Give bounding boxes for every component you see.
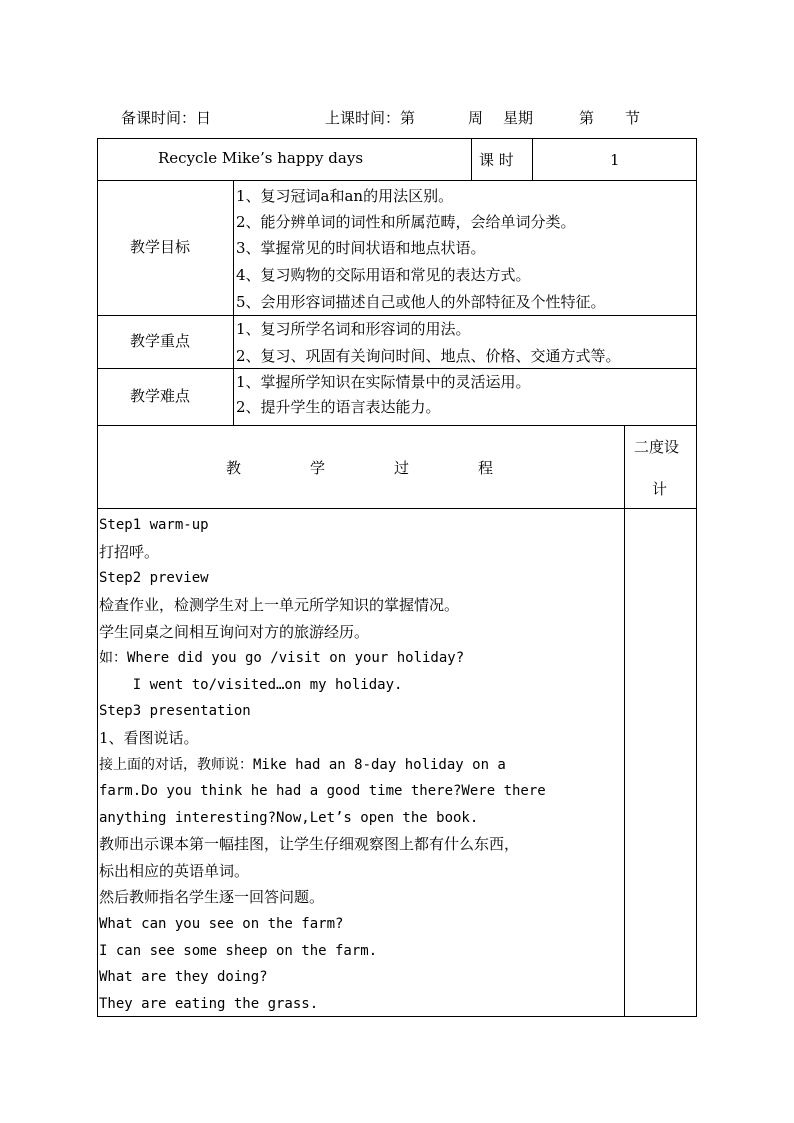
prep-time-label: 备课时间：日 [121,109,212,127]
process-line: 学生同桌之间相互询问对方的旅游经历。 [99,623,370,641]
redesign-heading-line2: 计 [652,480,668,498]
process-line: I went to/visited…on my holiday. [99,677,403,693]
process-line: I can see some sheep on the farm. [99,943,378,959]
process-line: farm.Do you think he had a good time there?Were there [99,783,546,799]
list-item: 2、复习、巩固有关询问时间、地点、价格、交通方式等。 [236,347,621,365]
table-border-right [696,138,697,1016]
process-line: What are they doing? [99,969,268,985]
class-time-label: 上课时间：第 [325,109,416,127]
row-divider [97,180,697,181]
lesson-title: Recycle Mike’s happy days [158,149,364,167]
table-border-top [97,138,697,139]
list-item: 1、复习冠词a和an的用法区别。 [236,187,454,205]
col-divider [471,138,472,180]
process-heading-char: 程 [478,459,494,477]
process-line: 标出相应的英语单词。 [99,862,250,880]
key-points-label: 教学重点 [130,332,191,350]
list-item: 1、掌握所学知识在实际情景中的灵活运用。 [236,373,531,391]
process-line: They are eating the grass. [99,996,319,1012]
week-label: 周 [468,109,484,127]
list-item: 2、能分辨单词的词性和所属范畴，会给单词分类。 [236,213,576,231]
objectives-label: 教学目标 [130,238,191,256]
list-item: 5、会用形容词描述自己或他人的外部特征及个性特征。 [236,293,606,311]
process-line: 如：Where did you go /visit on your holiday? [99,650,465,666]
process-line: Step1 warm-up [99,517,209,533]
process-line: anything interesting?Now,Let’s open the book. [99,810,479,826]
list-item: 1、复习所学名词和形容词的用法。 [236,320,471,338]
process-line: 检查作业，检测学生对上一单元所学知识的掌握情况。 [99,596,460,614]
process-line: 接上面的对话，教师说：Mike had an 8-day holiday on a [99,757,506,773]
process-heading-char: 教 [226,459,242,477]
row-divider [97,368,697,369]
period-value: 1 [610,151,620,169]
section-label: 节 [625,109,641,127]
table-border-bottom [97,1016,697,1017]
process-line: 然后教师指名学生逐一回答问题。 [99,888,325,906]
list-item: 4、复习购物的交际用语和常见的表达方式。 [236,266,531,284]
lesson-header [0,107,794,127]
col-divider [233,180,234,425]
table-border-left [97,138,98,1016]
list-item: 3、掌握常见的时间状语和地点状语。 [236,239,486,257]
process-line: 1、看图说话。 [99,729,199,747]
row-divider [97,425,697,426]
process-line: Step3 presentation [99,703,251,719]
col-divider [532,138,533,180]
process-heading-char: 学 [310,459,326,477]
redesign-heading-line1: 二度设 [634,438,680,456]
row-divider [97,508,697,509]
process-line: Step2 preview [99,570,209,586]
process-line: What can you see on the farm? [99,916,344,932]
col-divider [624,425,625,1016]
list-item: 2、提升学生的语言表达能力。 [236,398,441,416]
period-label: 课 时 [479,151,514,169]
process-line: 打招呼。 [99,543,160,561]
order-label: 第 [579,109,595,127]
difficulties-label: 教学难点 [130,387,191,405]
row-divider [97,315,697,316]
process-line: 教师出示课本第一幅挂图，让学生仔细观察图上都有什么东西， [99,835,520,853]
process-heading-char: 过 [394,459,410,477]
weekday-label: 星期 [503,109,534,127]
